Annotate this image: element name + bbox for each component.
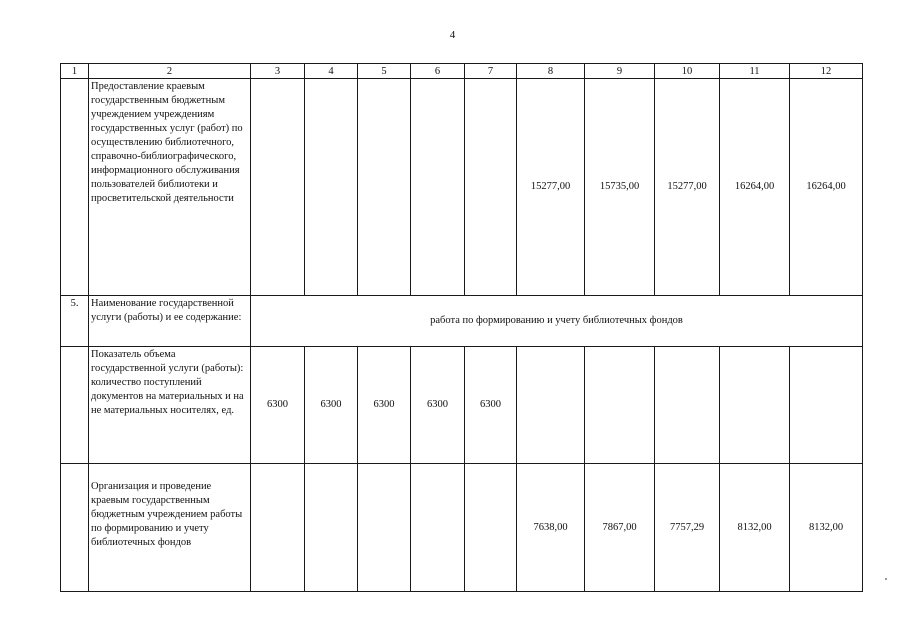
- value-cell: [411, 464, 465, 592]
- row-description: Предоставление краевым государственным бюджетным учреждением учреждениям государственных услуг (работ) по осуществлению библиотечного, справочно-библиографического, информационного обслуживания пользователей библиотеки и просветительской деятельности: [89, 79, 251, 296]
- header-cell: 1: [61, 64, 89, 79]
- value-cell: [305, 79, 358, 296]
- value-cell: 6300: [411, 347, 465, 464]
- value-cell: 6300: [358, 347, 411, 464]
- row-number: 5.: [61, 296, 89, 347]
- row-number: [61, 347, 89, 464]
- value-cell: 15277,00: [517, 79, 585, 296]
- column-number-header: [61, 64, 863, 79]
- table-row: [61, 464, 863, 592]
- merged-work-title: работа по формированию и учету библиотечных фондов: [251, 296, 863, 347]
- row-description: Организация и проведение краевым государственным бюджетным учреждением работы по формированию и учету библиотечных фондов: [89, 464, 251, 592]
- value-cell: 7757,29: [655, 464, 720, 592]
- value-cell: 8132,00: [720, 464, 790, 592]
- table-row: [61, 296, 863, 347]
- header-cell: 4: [305, 64, 358, 79]
- header-cell: 12: [790, 64, 863, 79]
- value-cell: [305, 464, 358, 592]
- value-cell: [358, 464, 411, 592]
- table-row: [61, 347, 863, 464]
- row-number: [61, 464, 89, 592]
- header-cell: 9: [585, 64, 655, 79]
- value-cell: 15735,00: [585, 79, 655, 296]
- row-description: Наименование государственной услуги (работы) и ее содержание:: [89, 296, 251, 347]
- table-row: [61, 79, 863, 296]
- header-cell: 3: [251, 64, 305, 79]
- scan-speck: [885, 578, 887, 580]
- value-cell: 6300: [465, 347, 517, 464]
- header-cell: 2: [89, 64, 251, 79]
- value-cell: [358, 79, 411, 296]
- header-cell: 10: [655, 64, 720, 79]
- value-cell: 6300: [251, 347, 305, 464]
- budget-table: [60, 63, 863, 592]
- value-cell: 15277,00: [655, 79, 720, 296]
- value-cell: 7867,00: [585, 464, 655, 592]
- row-number: [61, 79, 89, 296]
- value-cell: [655, 347, 720, 464]
- value-cell: 16264,00: [790, 79, 863, 296]
- header-cell: 11: [720, 64, 790, 79]
- value-cell: [465, 79, 517, 296]
- value-cell: [251, 464, 305, 592]
- value-cell: [411, 79, 465, 296]
- value-cell: 7638,00: [517, 464, 585, 592]
- value-cell: [790, 347, 863, 464]
- value-cell: 8132,00: [790, 464, 863, 592]
- row-description: Показатель объема государственной услуги (работы): количество поступлений документов на материальных и на не материальных носителях, ед.: [89, 347, 251, 464]
- header-cell: 7: [465, 64, 517, 79]
- value-cell: [517, 347, 585, 464]
- value-cell: [720, 347, 790, 464]
- value-cell: [465, 464, 517, 592]
- value-cell: [251, 79, 305, 296]
- page-number: 4: [449, 29, 456, 41]
- value-cell: [585, 347, 655, 464]
- value-cell: 16264,00: [720, 79, 790, 296]
- value-cell: 6300: [305, 347, 358, 464]
- header-cell: 6: [411, 64, 465, 79]
- header-cell: 5: [358, 64, 411, 79]
- header-cell: 8: [517, 64, 585, 79]
